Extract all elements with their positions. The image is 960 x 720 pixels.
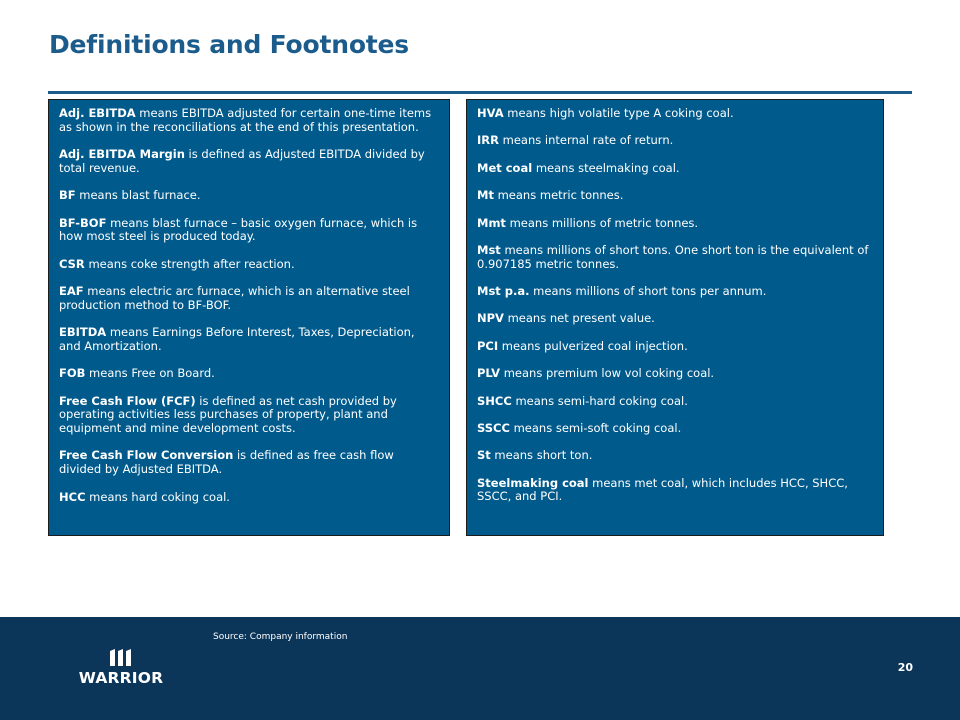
definition-entry [477, 477, 873, 504]
definition-entry [477, 134, 873, 148]
definition-entry [59, 189, 439, 203]
footer-bar [0, 617, 960, 720]
definitions-panel-left [48, 99, 450, 536]
definition-term: Mt [477, 188, 494, 203]
definition-term: St [477, 448, 491, 463]
definition-term: IRR [477, 133, 499, 148]
definition-term: Adj. EBITDA [59, 106, 136, 120]
logo-wordmark: WARRIOR [78, 669, 164, 687]
definition-term: NPV [477, 311, 504, 326]
company-logo [73, 649, 169, 689]
definition-text: means blast furnace. [75, 188, 201, 203]
definition-entry [477, 422, 873, 436]
page-title: Definitions and Footnotes [49, 30, 409, 59]
definition-term: FOB [59, 366, 86, 381]
definition-entry [59, 217, 439, 244]
definition-entry [59, 107, 439, 134]
definition-entry [477, 107, 873, 121]
definition-entry [477, 285, 873, 299]
definition-term: Free Cash Flow Conversion [59, 448, 234, 463]
definition-text: means millions of short tons. One short ton is the equivalent of 0.907185 metric tonnes. [477, 242, 869, 271]
definition-entry [477, 367, 873, 381]
definition-text: means pulverized coal injection. [498, 338, 688, 353]
warrior-mark-icon [110, 649, 132, 666]
definition-term: PCI [477, 338, 499, 353]
definition-entry [59, 285, 439, 312]
definition-text: is defined as free cash flow divided by Adjusted EBITDA. [59, 448, 394, 477]
definition-text: means semi-hard coking coal. [511, 393, 688, 408]
definition-text: is defined as Adjusted EBITDA divided by total revenue. [59, 147, 425, 175]
definition-term: BF-BOF [59, 215, 107, 230]
definition-text: means met coal, which includes HCC, SHCC, SSCC, and PCI. [477, 475, 848, 504]
definition-text: means blast furnace – basic oxygen furnace, which is how most steel is produced today. [59, 215, 418, 244]
definition-term: SHCC [477, 393, 512, 408]
definition-term: Steelmaking coal [477, 475, 589, 490]
definition-text: means high volatile type A coking coal. [503, 106, 734, 120]
definition-text: means short ton. [490, 448, 593, 463]
definition-text: means millions of short tons per annum. [529, 284, 767, 299]
definition-entry [59, 491, 439, 505]
definition-term: SSCC [477, 421, 510, 435]
definition-text: means steelmaking coal. [532, 160, 680, 175]
definition-text: means Earnings Before Interest, Taxes, Depreciation, and Amortization. [59, 325, 415, 353]
definition-term: Free Cash Flow (FCF) [59, 393, 196, 408]
definition-entry [59, 449, 439, 476]
definition-entry [477, 189, 873, 203]
definition-entry [59, 367, 439, 381]
definition-text: means premium low vol coking coal. [500, 366, 715, 381]
definition-entry [477, 217, 873, 231]
definition-term: EBITDA [59, 325, 107, 340]
definition-term: Met coal [477, 160, 533, 175]
definition-text: means metric tonnes. [493, 188, 624, 203]
definition-entry [59, 326, 439, 353]
definition-term: PLV [477, 366, 501, 381]
definition-term: Adj. EBITDA Margin [59, 147, 185, 162]
definition-text: means coke strength after reaction. [84, 256, 295, 271]
title-divider [48, 91, 912, 94]
page-number: 20 [897, 661, 913, 674]
definition-entry [477, 395, 873, 409]
definition-entry [59, 395, 439, 436]
definition-entry [477, 162, 873, 176]
definition-entry [477, 312, 873, 326]
definition-text: means internal rate of return. [499, 133, 674, 148]
definition-text: is defined as net cash provided by operating activities less purchases of property, plant and equipment and mine development costs. [59, 393, 397, 436]
definition-term: BF [59, 188, 76, 203]
definition-text: means electric arc furnace, which is an alternative steel production method to BF-BOF. [59, 284, 410, 312]
definition-term: Mst [477, 242, 501, 257]
definition-term: Mst p.a. [477, 284, 530, 299]
definition-term: CSR [59, 256, 85, 271]
source-note: Source: Company information [213, 632, 348, 642]
definition-text: means millions of metric tonnes. [505, 215, 699, 230]
definition-entry [477, 449, 873, 463]
definition-text: means Free on Board. [85, 366, 215, 381]
definition-term: HVA [477, 106, 504, 120]
definition-entry [59, 258, 439, 272]
definition-text: means net present value. [503, 311, 655, 326]
definition-entry [59, 148, 439, 175]
definition-text: means hard coking coal. [85, 489, 230, 504]
definitions-panel-right [466, 99, 884, 536]
definition-term: HCC [59, 489, 86, 504]
definition-term: Mmt [477, 215, 506, 230]
definition-text: means EBITDA adjusted for certain one-time items as shown in the reconciliations at the end of this presentation. [59, 106, 432, 134]
definition-entry [477, 340, 873, 354]
definition-term: EAF [59, 284, 84, 299]
definition-entry [477, 244, 873, 271]
definition-text: means semi-soft coking coal. [509, 421, 682, 435]
